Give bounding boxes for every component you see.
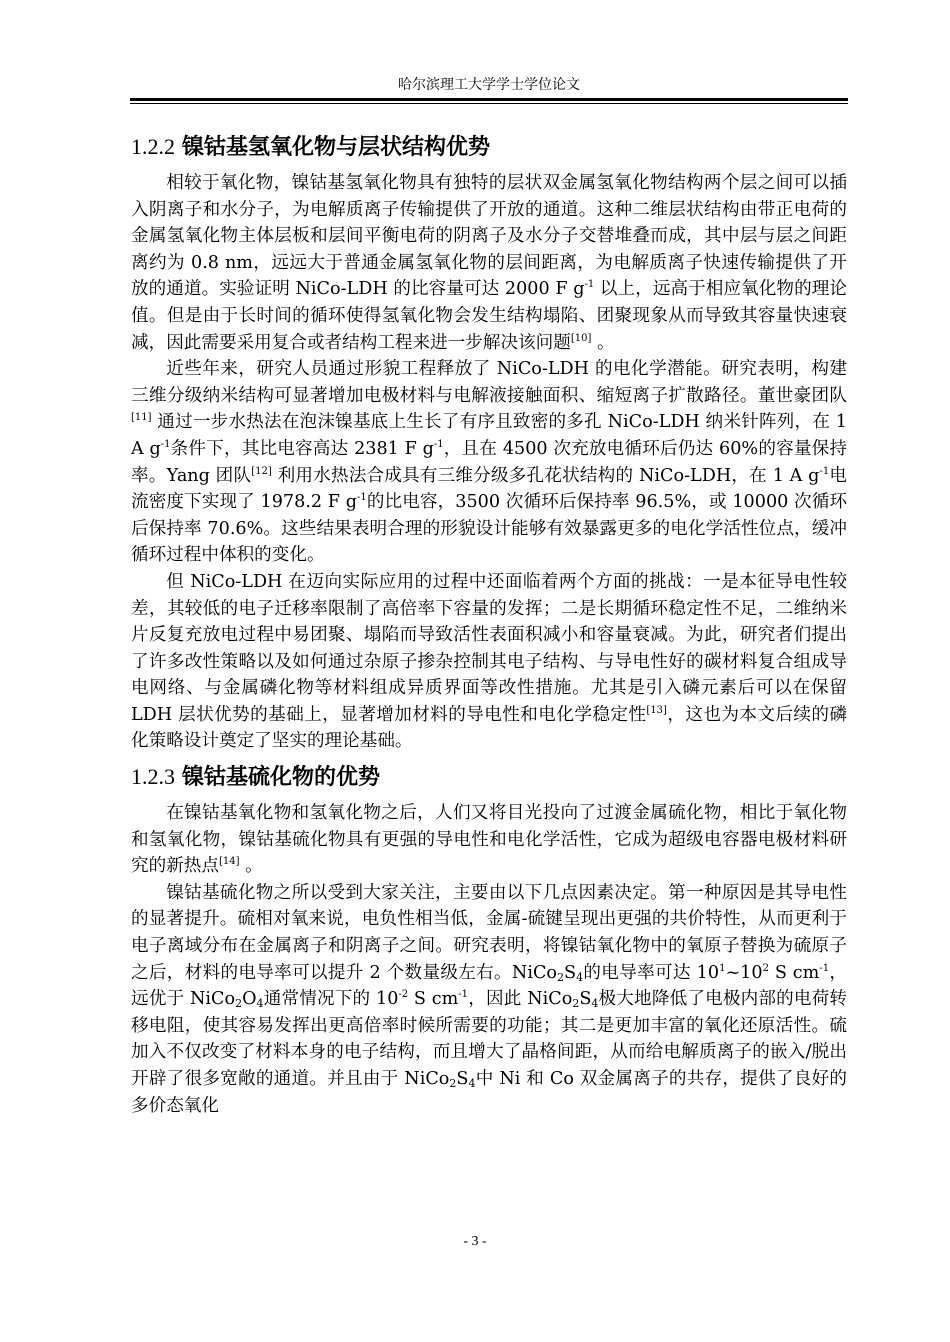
- text-run: 通过一步水热法在泡沫镍基底上生长了有序且致密的多孔 NiCo-LDH 纳米针阵列，在 1 A g: [131, 412, 847, 459]
- text-run: S: [456, 1069, 469, 1089]
- text-run: S: [579, 989, 592, 1010]
- text-run: ，这也为本文后续的磷化策略设计奠定了坚实的理论基础。: [131, 704, 847, 752]
- superscript: [11]: [131, 412, 152, 424]
- subscript: 2: [449, 1077, 457, 1090]
- superscript: 2: [762, 962, 769, 974]
- text-run: 以上，远高于相应氧化物的理论值。但是由于长时间的循环使得氢氧化物会发生结构塌陷、团聚现象从而导致其容量快速衰减，因此需要采用复合或者结构工程来进一步解决该问题: [131, 279, 847, 353]
- text-run: ~10: [725, 962, 763, 983]
- text-run: 中 Ni 和 Co 双金属离子的共存，提供了良好的多价态氧化: [131, 1069, 847, 1116]
- text-run: 极大地降低了电极内部的电荷转移电阻，使其容易发挥出更高倍率时候所需要的功能；其二是更加丰富的氧化还原活性。硫加入不仅改变了材料本身的电子结构，而且增大了晶格间距，从而给电解质离子的嵌入/脱出开辟了很多宽敞的通道。并且由于 NiCo: [131, 989, 847, 1089]
- text-run: 但 NiCo-LDH 在迈向实际应用的过程中还面临着两个方面的挑战：一是本征导电性较差，其较低的电子迁移率限制了高倍率下容量的发挥；二是长期循环稳定性不足，二维纳米片反复充放电过程中易团聚、塌陷而导致活性表面积减小和容量衰减。为此，研究者们提出了许多改性策略以及如何通过杂原子掺杂控制其电子结构、与导电性好的碳材料复合组成导电网络、与金属磷化物等材料组成异质界面等改性措施。尤其是引入磷元素后可以在保留 LDH 层状优势的基础上，显著增加材料的导电性和电化学稳定性: [131, 571, 847, 725]
- superscript: 1: [719, 962, 726, 974]
- section-heading-1-2-3: [131, 755, 847, 800]
- text-run: ，远优于 NiCo: [131, 962, 847, 1010]
- text-run: 的电导率可达 10: [583, 962, 720, 983]
- subscript: 2: [572, 997, 580, 1011]
- superscript: -1: [819, 962, 830, 974]
- superscript: [13]: [646, 704, 667, 716]
- subscript: 2: [235, 997, 243, 1011]
- text-run: 。: [591, 332, 615, 353]
- text-run: S cm: [408, 989, 459, 1010]
- text-run: ，因此 NiCo: [468, 989, 573, 1010]
- subscript: 4: [591, 997, 599, 1011]
- text-run: 利用水热法合成具有三维分级多孔花状结构的 NiCo-LDH，在 1 A g: [271, 465, 820, 486]
- subscript: 4: [576, 970, 584, 984]
- section-number: 1.2.3: [131, 764, 175, 790]
- superscript: -1: [356, 492, 367, 504]
- subscript: 4: [256, 997, 264, 1011]
- header-rule-thick: [130, 98, 848, 101]
- paragraph: [131, 569, 847, 755]
- superscript: [10]: [570, 332, 592, 344]
- text-run: 相较于氧化物，镍钴基氢氧化物具有独特的层状双金属氢氧化物结构两个层之间可以插入阴离子和水分子，为电解质离子传输提供了开放的通道。这种二维层状结构由带正电荷的金属氢氧化物主体层板和层间平衡电荷的阴离子及水分子交替堆叠而成，其中层与层之间距离约为 0.8 nm，远远大于普通金属氢氧化物的层间距离，为电解质离子快速传输提供了开放的通道。实验证明 NiCo-LDH 的比容量可达 2000 F g: [131, 173, 847, 300]
- section-title: 镍钴基氢氧化物与层状结构优势: [182, 135, 491, 160]
- page-number: - 3 -: [463, 1234, 487, 1249]
- superscript: -1: [819, 465, 830, 477]
- text-run: 。: [239, 856, 263, 877]
- text-run: O: [242, 989, 257, 1010]
- paragraph: [131, 356, 847, 569]
- superscript: -1: [584, 279, 595, 291]
- text-run: 通常情况下的 10: [263, 989, 399, 1010]
- subscript: 4: [468, 1077, 476, 1090]
- superscript: -1: [160, 438, 171, 450]
- text-run: 镍钴基硫化物之所以受到大家关注，主要由以下几点因素决定。第一种原因是其导电性的显著提升。硫相对氧来说，电负性相当低，金属-硫键呈现出更强的共价特性，从而更利于电子离域分布在金属离子和阴离子之间。研究表明，将镍钴氧化物中的氧原子替换为硫原子之后，材料的电导率可以提升 2 个数量级左右。NiCo: [131, 882, 847, 983]
- paragraph: [131, 880, 847, 1119]
- superscript: [12]: [251, 465, 272, 477]
- text-run: ，且在 4500 次充放电循环后仍达 60%的容量保持率。Yang 团队: [131, 438, 847, 486]
- running-header: 哈尔滨理工大学学士学位论文: [398, 77, 580, 93]
- superscript: [14]: [218, 856, 240, 868]
- page-body: [131, 125, 847, 1119]
- superscript: -1: [458, 989, 469, 1001]
- text-run: 条件下，其比电容高达 2381 F g: [170, 438, 434, 459]
- section-number: 1.2.2: [131, 134, 175, 159]
- paragraph: [131, 800, 847, 880]
- subscript: 2: [557, 970, 565, 984]
- text-run: 在镍钴基氧化物和氢氧化物之后，人们又将目光投向了过渡金属硫化物，相比于氧化物和氢氧化物，镍钴基硫化物具有更强的导电性和电化学活性，它成为超级电容器电极材料研究的新热点: [131, 803, 847, 877]
- section-heading-1-2-2: [131, 125, 847, 170]
- text-run: S: [564, 962, 577, 983]
- text-run: S cm: [768, 962, 820, 983]
- header-rule-thin: [130, 103, 848, 104]
- text-run: 的比电容，3500 次循环后保持率 96.5%，或 10000 次循环后保持率 70.6%。这些结果表明合理的形貌设计能够有效暴露更多的电化学活性位点，缓冲循环过程中体积的变化。: [131, 492, 847, 566]
- superscript: -1: [433, 438, 444, 450]
- section-title: 镍钴基硫化物的优势: [182, 765, 381, 791]
- text-run: 近些年来，研究人员通过形貌工程释放了 NiCo-LDH 的电化学潜能。研究表明，构建三维分级纳米结构可显著增加电极材料与电解液接触面积、缩短离子扩散路径。董世豪团队: [131, 359, 847, 406]
- paragraph: [131, 170, 847, 356]
- superscript: -2: [398, 989, 409, 1001]
- text-run: 电流密度下实现了 1978.2 F g: [131, 465, 847, 513]
